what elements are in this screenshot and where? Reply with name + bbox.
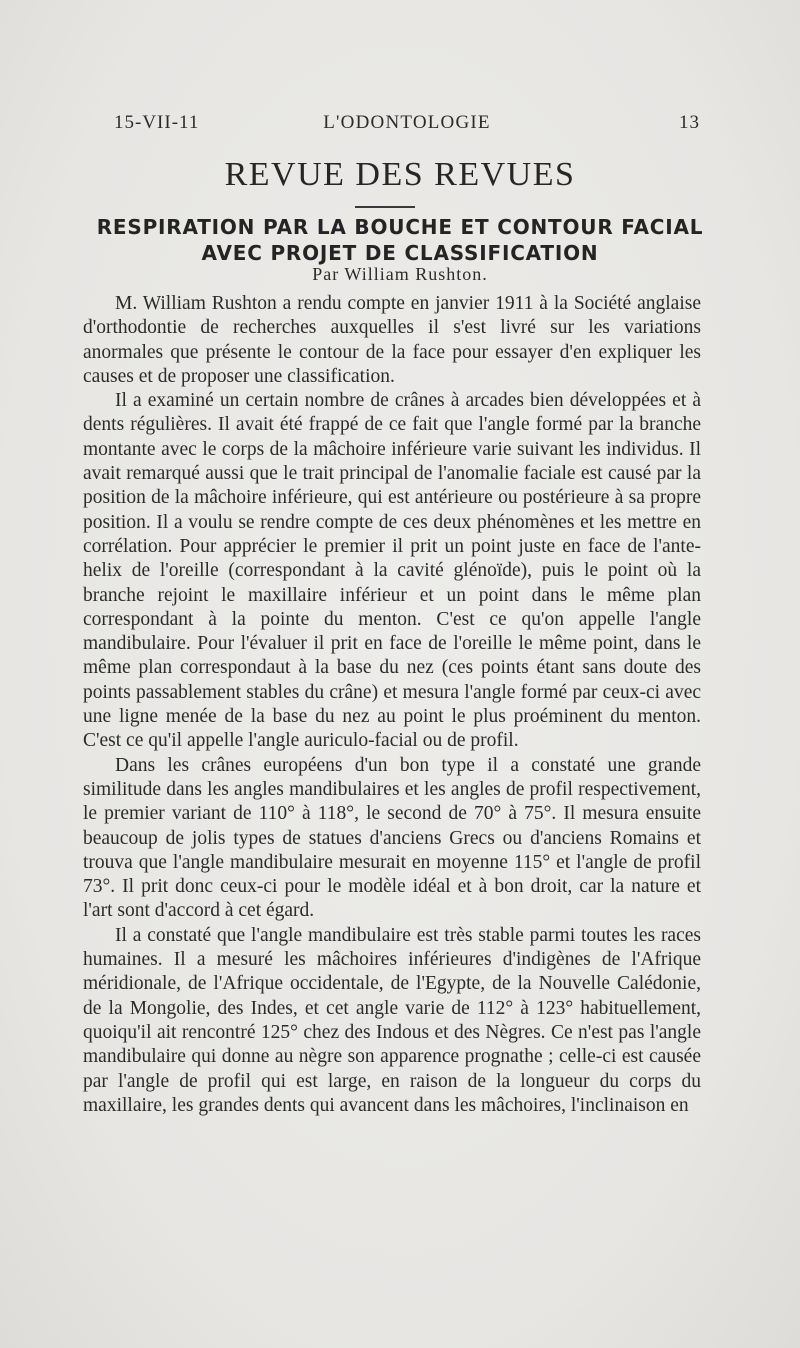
running-head (114, 112, 700, 138)
title-divider (355, 206, 415, 208)
journal-name: L'ODONTOLOGIE (323, 112, 491, 133)
paragraph: M. William Rushton a rendu compte en janvier 1911 à la Société anglaise d'orthodontie de recherches auxquelles il s'est livré sur les variations anormales que présente le contour de la face pour essayer d'en expliquer les causes et de proposer une classification. (83, 293, 701, 387)
article-body (83, 292, 701, 1118)
section-title: REVUE DES REVUES (224, 156, 576, 193)
issue-date: 15-VII-11 (114, 112, 200, 133)
paragraph: Il a examiné un certain nombre de crânes à arcades bien développées et à dents régulières. Il avait été frappé de ce fait que l'angle formé par la branche montante avec le corps de la mâchoire inférieure varie suivant les individus. Il avait remarqué aussi que le trait principal de l'anomalie faciale est causé par la position de la mâchoire inférieure, qui est antérieure ou postérieure à sa propre position. Il a voulu se rendre compte de ces deux phénomènes et les mettre en corrélation. Pour apprécier le premier il prit un point juste en face de l'ante-helix de l'oreille (correspondant à la cavité glénoïde), puis le point où la branche rejoint le maxillaire inférieur et un point dans le même plan correspondant à la pointe du menton. C'est ce qu'on appelle l'angle mandibulaire. Pour l'évaluer il prit en face de l'oreille le même point, dans le même plan correspondaut à la base du nez (ces points étant sans doute des points passablement stables du crâne) et mesura l'angle formé par ceux-ci avec une ligne menée de la base du nez au point le plus proéminent du menton. C'est ce qu'il appelle l'angle auriculo-facial ou de profil. (83, 390, 701, 752)
page-number: 13 (679, 112, 700, 133)
article-title: RESPIRATION PAR LA BOUCHE ET CONTOUR FACIAL AVEC PROJET DE CLASSIFICATION (96, 215, 704, 265)
article-byline: Par William Rushton. (312, 264, 488, 284)
paragraph: Dans les crânes européens d'un bon type il a constaté une grande similitude dans les angles mandibulaires et les angles de profil respectivement, le premier variant de 110° à 118°, le second de 70° à 75°. Il mesura ensuite beaucoup de jolis types de statues d'anciens Grecs ou d'anciens Romains et trouva que l'angle mandibulaire mesurait en moyenne 115° et l'angle de profil 73°. Il prit donc ceux-ci pour le modèle idéal et à bon droit, car la nature et l'art sont d'accord à cet égard. (83, 754, 701, 922)
paragraph: Il a constaté que l'angle mandibulaire est très stable parmi toutes les races humaines. Il a mesuré les mâchoires inférieures d'indigènes de l'Afrique méridionale, de l'Afrique occidentale, de l'Egypte, de la Nouvelle Calédonie, de la Mongolie, des Indes, et cet angle varie de 112° à 123° habituellement, quoiqu'il ait rencontré 125° chez des Indous et des Nègres. Ce n'est pas l'angle mandibulaire qui donne au nègre son apparence prognathe ; celle-ci est causée par l'angle de profil qui est large, en raison de la longueur du corps du maxillaire, les grandes dents qui avancent dans les mâchoires, l'inclinaison en (83, 924, 701, 1116)
